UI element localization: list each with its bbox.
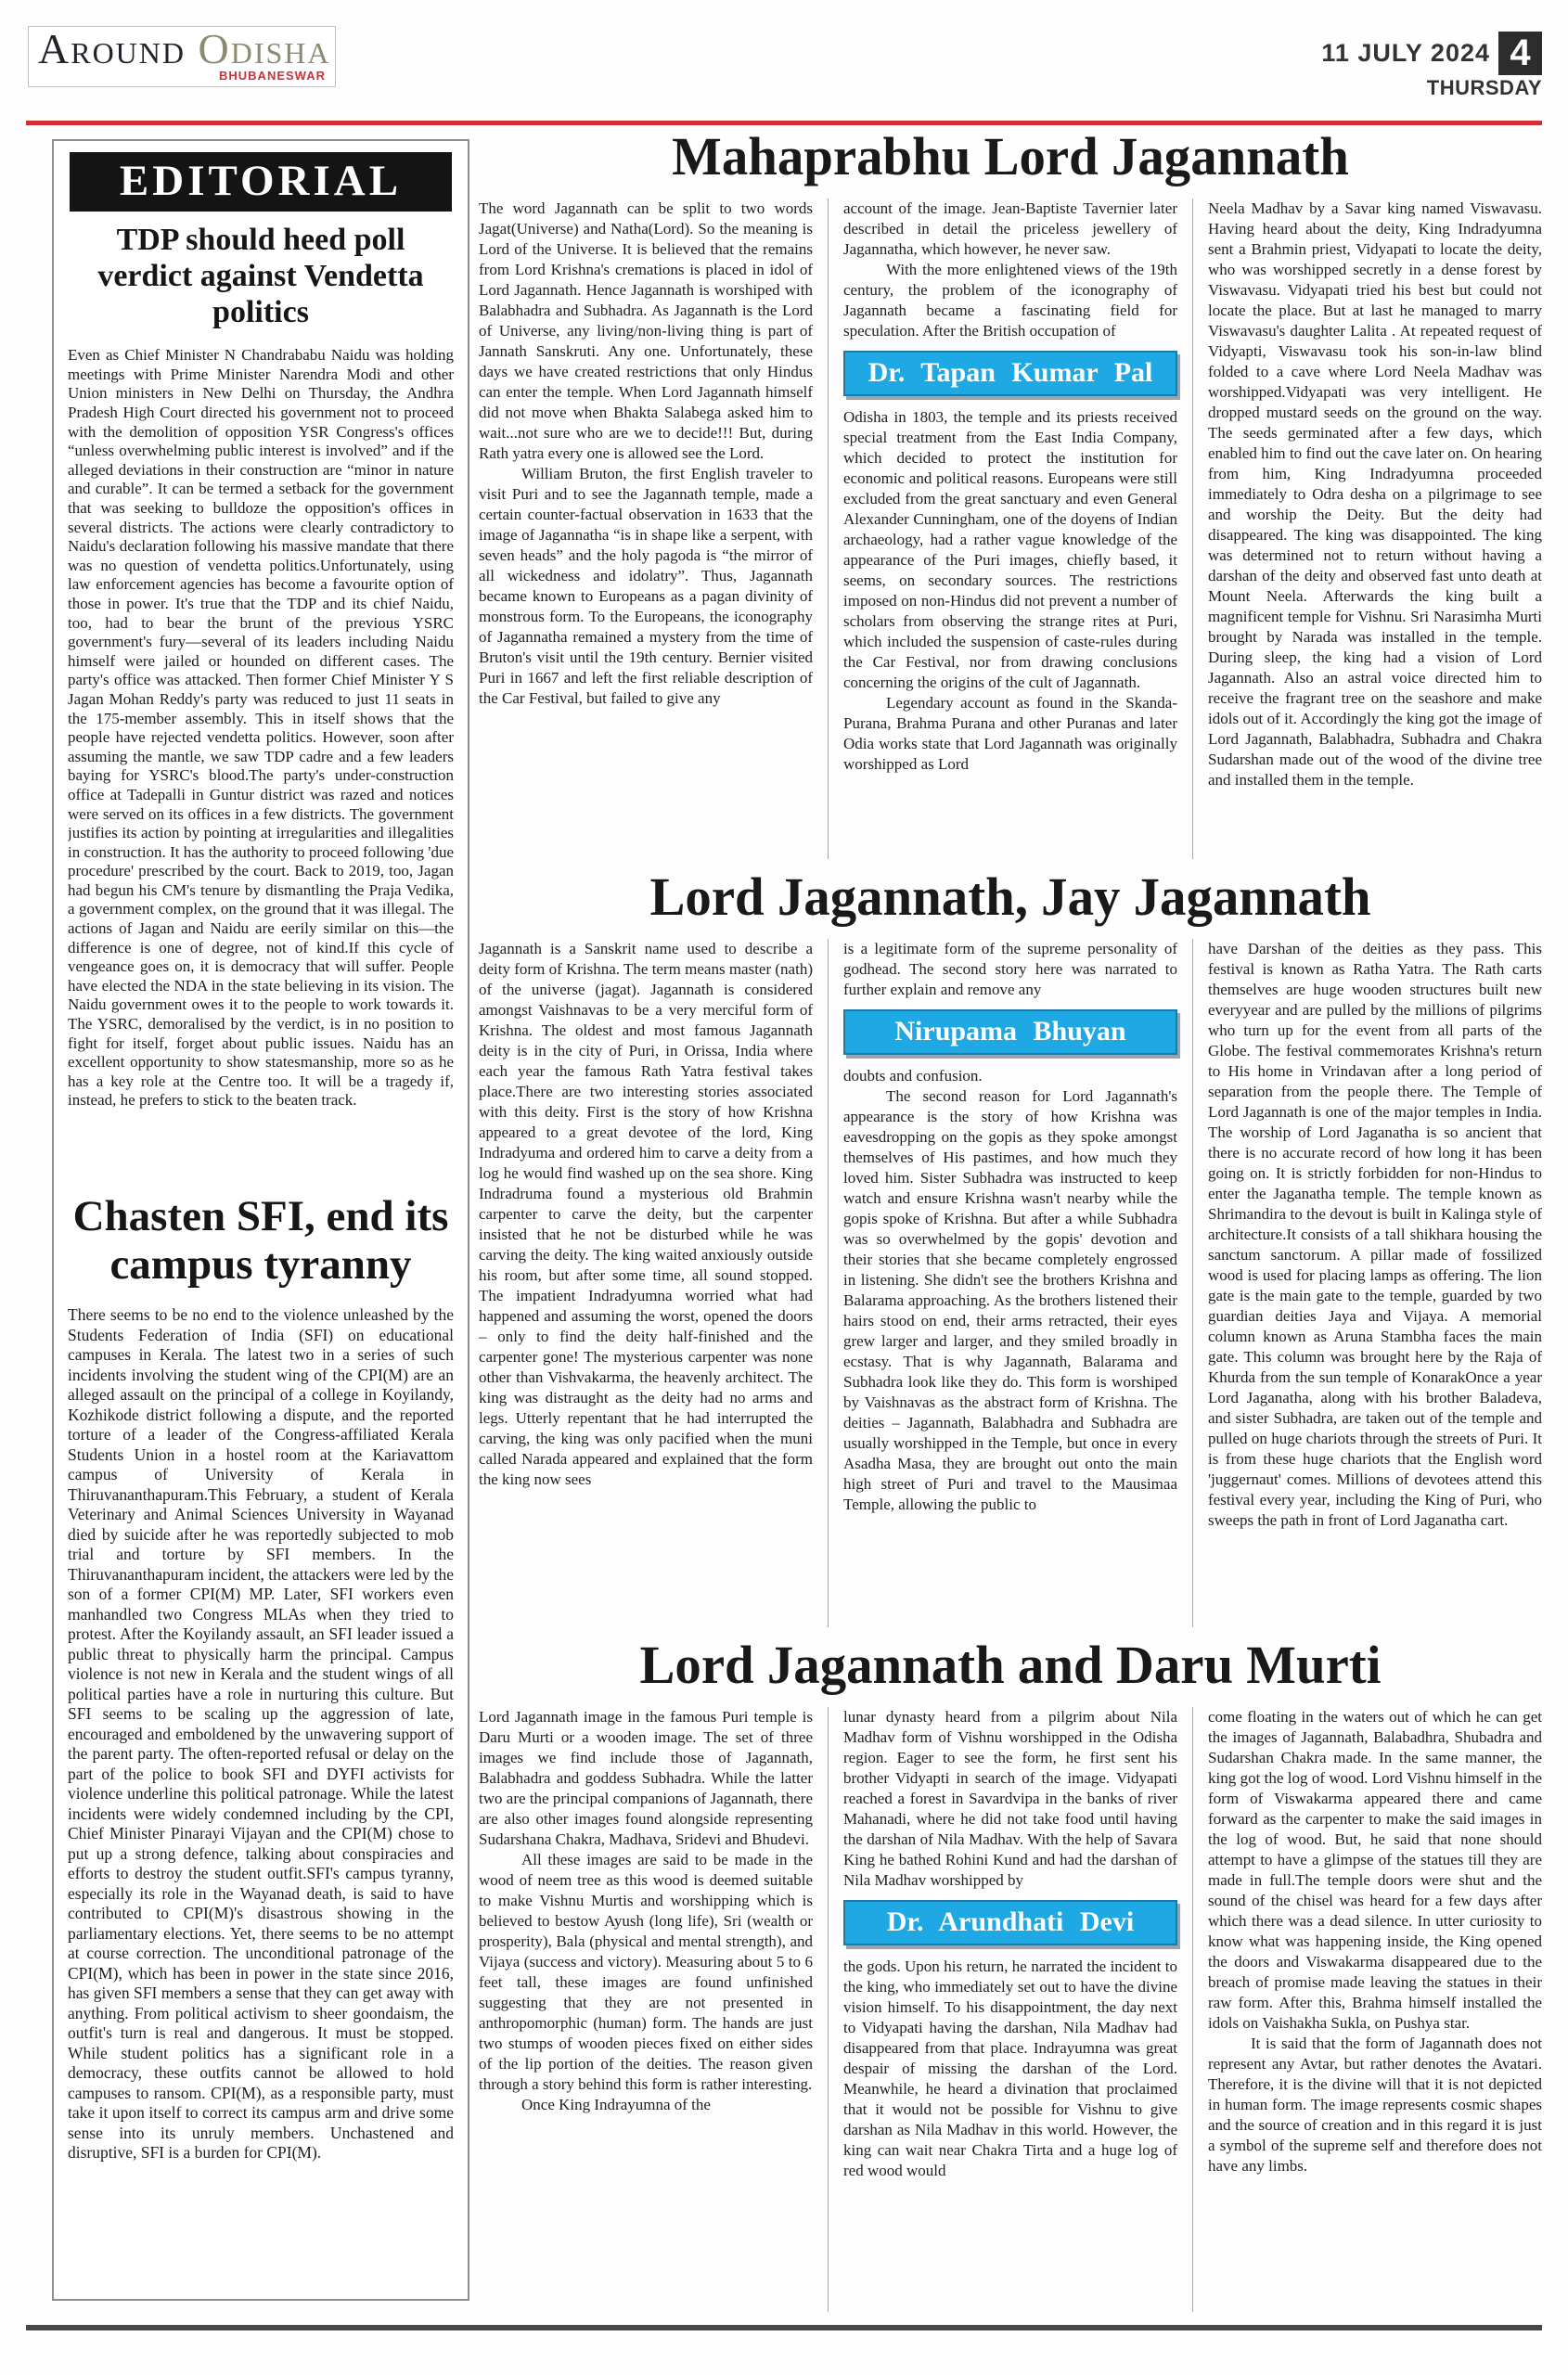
article-column-1 [479, 939, 828, 1627]
article-paragraph: Jagannath is a Sanskrit name used to describe a deity form of Krishna. The term means master (nath) of the universe (jagat). Jagannath is considered amongst Vaishnavas to be a very merciful form of Krishna. The oldest and most famous Jagannath deity is in the city of Puri, in Orissa, India where each year the famous Rath Yatra festival takes place.There are two interesting stories associated with this deity. First is the story of how Krishna appeared to a great devotee of the lord, King Indradyuma and ordered him to carve a deity from a log he would find washed up on the sea shore. King Indradruma found a mysterious old Brahmin carpenter to carve the deity, but the carpenter insisted that he not be disturbed while he was carving the deity. The king waited anxiously outside his room, but after some time, all sound stopped. The impatient Indradyumna worried what had happened and assuming the worst, opened the doors – only to find the deity half-finished and the carpenter gone! The mysterious carpenter was none other than Vishvakarma, the heavenly architect. The king was distraught as the deity had no arms and legs. Utterly repentant that he had interrupted the carving, the king was only pacified when the muni called Narada appeared and explained that the form the king now sees [479, 940, 813, 1488]
masthead-divider-rule [26, 121, 1542, 125]
article-headline: Mahaprabhu Lord Jagannath [672, 126, 1349, 186]
article-column-2 [828, 939, 1192, 1627]
article-paragraph: lunar dynasty heard from a pilgrim about Nila Madhav form of Vishnu worshipped in the Odisha region. Eager to see the form, he first sent his brother Vidyapti in search of the image. Vidyapati reached a forest in Savardvipa in the banks of river Mahanadi, where he did not take food until having the darshan of Nila Madhav. With the help of Savara King he bathed Rohini Kund and had the darshan of Nila Madhav worshipped by [843, 1708, 1177, 1889]
article-column-3 [1192, 199, 1542, 859]
editorial-article-body: There seems to be no end to the violence unleashed by the Students Federation of India (SFI) on educational campuses in Kerala. The latest two in a series of such incidents involving the student wing of the CPI(M) are an alleged assault on the principal of a college in Koyilandy, Kozhikode district following a dispute, and the reported torture of a leader of the Congress-affiliated Kerala Students Union in a hostel room at the Kariavattom campus of University of Kerala in Thiruvananthapuram.This February, a student of Kerala Veterinary and Animal Sciences University in Wayanad died by suicide after he was reportedly subjected to mob trial and torture by SFI members. In the Thiruvananthapuram incident, the attackers were led by the son of a former CPI(M) MP. Later, SFI workers even manhandled two Congress MLAs when they tried to protest. After the Koyilandy assault, an SFI leader issued a public threat to physically harm the principal. Campus violence is not new in Kerala and the student wings of all political parties have a role in nurturing this culture. But SFI seems to be scaling up the aggression of late, encouraged and emboldened by the unwavering support of the parent party. The often-reported refusal or delay on the part of the police to book SFI and DYFI activists for violence underline this political patronage. While the latest incidents were widely condemned including by the CPI, Chief Minister Pinarayi Vijayan and the CPI(M) chose to put up a strong defence, talking about conspiracies and efforts to destroy the student outfit.SFI's campus tyranny, especially its role in the Wayanad death, is said to have contributed to CPI(M)'s disastrous showing in the parliamentary elections. Yet, there seems to be no attempt at course correction. The unconditional patronage of the CPI(M), which has been in power in the state since 2016, has given SFI members a sense that they can get away with anything. From political activism to sheer goondaism, the outfit's turn is real and dangerous. It must be stopped. While student politics has a significant role in a democracy, these outfits cannot be allowed to hold campuses to ransom. CPI(M), as a responsible party, must take it upon itself to correct its campus arm and drive some sense into its unruly members. Unchastened and disruptive, SFI is a burden for CPI(M). [68, 1305, 454, 2163]
article-column-2 [828, 199, 1192, 859]
issue-day: THURSDAY [1426, 76, 1542, 99]
editorial-banner: EDITORIAL [70, 152, 452, 212]
newspaper-city: BHUBANESWAR [219, 69, 326, 83]
page-bottom-rule [26, 2325, 1542, 2330]
article-column-3 [1192, 939, 1542, 1627]
masthead-logo [28, 26, 336, 87]
article-paragraph: Neela Madhav by a Savar king named Viswavasu. Having heard about the deity, King Indradyumna sent a Brahmin priest, Vidyapati to locate the deity, who was worshipped secretly in a dense forest by Viswavasu. Vidyapati tried his best but could not locate the place. But at last he managed to marry Viswavasu's daughter Lalita . At repeated request of Vidyapti, Viswavasu took his son-in-law blind folded to a cave where Lord Neela Madhav was worshipped.Vidyapati was very intelligent. He dropped mustard seeds on the ground on the way. The seeds germinated after a few days, which enabled him to find out the cave later on. On hearing from him, King Indradyumna proceeded immediately to Odra desha on a pilgrimage to see and worship the Deity. But the deity had disappeared. The king was disappointed. The king was determined not to return without having a darshan of the deity and observed fast unto death at Mount Neela. Afterwards the king built a magnificent temple for Vishnu. Sri Narasimha Murti brought by Narada was installed in the temple. During sleep, the king had a vision of Lord Jagannath. Also an astral voice directed him to receive the fragrant tree on the seashore and make idols out of it. Accordingly the king got the image of Lord Jagannath, Balabhadra, Subhadra and Chakra Sudarshan made out of the wood of the divine tree and installed them in the temple. [1208, 199, 1542, 789]
article-paragraph: doubts and confusion. [843, 1067, 983, 1085]
editorial-column [52, 139, 469, 2301]
article-column-1 [479, 1707, 828, 2312]
issue-date: 11 JULY 2024 [1321, 39, 1490, 67]
article-paragraph: Odisha in 1803, the temple and its priests received special treatment from the East India Company, which decided to protect the institution for economic and political reasons. Europeans were still excluded from the great sanctuary and even General Alexander Cunningham, one of the doyens of Indian archaeology, had a rather vague knowledge of the appearance of the Puri images, chiefly based, it seems, on secondary sources. The restrictions imposed on non-Hindus did not prevent a number of scholars from observing the strange rites at Puri, which included the suspension of caste-rules during the Car Festival, nor from drawing conclusions concerning the origins of the cult of Jagannath. [843, 408, 1177, 691]
article-column-2 [828, 1707, 1192, 2312]
article-paragraph: The word Jagannath can be split to two words Jagat(Universe) and Natha(Lord). So the meaning is Lord of the Universe. It is believed that the remains from Lord Krishna's cremations is placed in idol of Lord Jagannath. Hence Jagannath is worshiped with Balabhadra and Subhadra. As Jagannath is the Lord of Universe, any living/non-living thing is part of Jannath Sanskruti. Any one. Unfortunately, these days we have created restrictions that only Hindus can enter the temple. When Lord Jagannath himself did not move when Bhakta Salabega asked him to wait...not sure who are we to decide!!! But, during Rath yatra every one is allowed see the Lord. [479, 199, 813, 462]
article-columns [479, 939, 1542, 1627]
article-headline: Lord Jagannath, Jay Jagannath [649, 867, 1371, 927]
author-byline-badge: Dr. Arundhati Devi [843, 1900, 1177, 1945]
feature-articles-section [479, 128, 1542, 2312]
article-mahaprabhu-lord-jagannath [479, 128, 1542, 859]
masthead-dateline [1321, 32, 1542, 100]
article-paragraph: account of the image. Jean-Baptiste Tavernier later described in detail the priceless jewellery of Jagannatha, which however, he never saw. [843, 199, 1177, 258]
author-byline-badge: Nirupama Bhuyan [843, 1009, 1177, 1055]
article-paragraph: come floating in the waters out of which he can get the images of Jagannath, Balabadhra, Shubadra and Sudarshan Chakra made. In the same manner, the king got the log of wood. Lord Vishnu himself in the form of Viswakarma appeared there and came forward as the carpenter to make the said images in the log of wood. But, he said that none should attempt to have a glimpse of the statues till they are made in full.The temple doors were shut and the sound of the chisel was heard for a few days after which there was a dead silence. In utter curiosity to know what was happening inside, the King opened the doors and Viswakarma disappeared due to the breach of promise made leaving the statues in their raw form. After this, Brahma himself installed the idols on Vaishakha Sukla, on Pushya star. [1208, 1708, 1542, 2032]
article-paragraph: have Darshan of the deities as they pass. This festival is known as Ratha Yatra. The Rath carts themselves are huge wooden structures built new everyyear and are pulled by the millions of pilgrims who turn up for the event from all parts of the Globe. The festival commemorates Krishna's return to His home in Vrindavan after a long period of separation from the people there. The Temple of Lord Jagannath is one of the major temples in India. The worship of Lord Jaganatha is so ancient that there is no accurate record of how long it has been going on. It is strictly forbidden for non-Hindus to enter the Jaganatha temple. The temple known as Shrimandira to the devout is built in Kalinga style of architecture.It consists of a tall shikhara housing the sanctum sanctorum. A pillar made of fossilized wood is used for placing lamps as offering. The lion gate is the main gate to the temple, guarded by two guardian deities Jaya and Vijaya. A memorial column known as Aruna Stambha faces the main gate. This column was brought here by the Raja of Khurda from the sun temple of KonarakOnce a year Lord Jaganatha, along with his brother Baladeva, and sister Subhadra, are taken out of the temple and pulled on huge chariots through the streets of Puri. It is from these huge chariots that the English word 'juggernaut' comes. Millions of devotees attend this festival every year, including the King of Puri, who sweeps the path in front of Lord Jaganatha cart. [1208, 940, 1542, 1529]
article-column-3 [1192, 1707, 1542, 2312]
article-paragraph: Legendary account as found in the Skanda-Purana, Brahma Purana and other Puranas and later Odia works state that Lord Jagannath was originally worshipped as Lord [843, 694, 1177, 773]
article-paragraph: With the more enlightened views of the 19th century, the problem of the iconography of Jagannath became a fascinating field for speculation. After the British occupation of [843, 261, 1177, 340]
article-headline: Lord Jagannath and Daru Murti [639, 1635, 1382, 1695]
article-columns [479, 199, 1542, 859]
article-lord-jagannath-jay-jagannath [479, 868, 1542, 1627]
article-paragraph: Once King Indrayumna of the [521, 2096, 711, 2113]
newspaper-title-word2: Odisha [198, 25, 331, 72]
article-column-1 [479, 199, 828, 859]
editorial-article-body: Even as Chief Minister N Chandrababu Naidu was holding meetings with Prime Minister Narendra Modi and other Union ministers in New Delhi on Thursday, the Andhra Pradesh High Court directed his government not to proceed with the demolition of opposition YSR Congress's offices “unless overwhelming public interest is involved” and if the alleged deviations in their construction are “minor in nature and curable”. It can be termed a setback for the government that was seeking to bulldoze the opposition's offices in several districts. The actions were clearly contradictory to Naidu's declaration following his massive mandate that there was no question of vendetta politics.Unfortunately, using law enforcement agencies has become a favourite option of those in power. It's true that the TDP and its chief Naidu, too, had to bear the brunt of the previous YSRC government's fury—several of its leaders including Naidu himself were jailed or hounded on different cases. The party's office was attacked. Then former Chief Minister Y S Jagan Mohan Reddy's party was reduced to just 11 seats in the 175-member assembly. This in itself shows that the people have rejected vendetta politics. However, soon after assuming the mantle, we saw TDP cadre and a few leaders baying for YSRC's blood.The party's under-construction office at Tadepalli in Guntur district was razed and notices were served on its offices in a few districts. The government justifies its action by pointing at irregularities and illegalities in construction. It has the authority to proceed following 'due procedure' prescribed by the court. Back to 2019, too, Jagan had begun his CM's tenure by dismantling the Praja Vedika, a government complex, on the ground that it was illegal. The actions of Jagan and Naidu are eerily similar on this—the difference is one of degree, not of kind.If this cycle of vengeance goes on, it is democracy that will suffer. People have elected the NDA in the state believing in its vision. The Naidu government owes it to the people to work towards it. The YSRC, demoralised by the verdict, is in no position to fight for itself, forget about public issues. Naidu has an excellent opportunity to show statesmanship, more so as he has a key role at the Centre too. It will be a tragedy if, instead, he prefers to stick to the beaten track. [68, 346, 454, 1110]
article-paragraph: the gods. Upon his return, he narrated the incident to the king, who immediately set out to have the divine vision himself. To his disappointment, the day next to Vidyapati having the darshan, Nila Madhav had disappeared from that place. Indrayumna was great despair of missing the darshan of the Lord. Meanwhile, he heard a divination that proclaimed that it would not be possible for Vishnu to give darshan as Nila Madhav in this world. However, the king can wait near Chakra Tirta and a huge log of red wood would [843, 1958, 1177, 2179]
newspaper-title [38, 25, 331, 72]
article-columns [479, 1707, 1542, 2312]
author-byline-badge: Dr. Tapan Kumar Pal [843, 351, 1177, 396]
editorial-article-title: Chasten SFI, end its campus tyranny [72, 1192, 449, 1289]
article-paragraph: All these images are said to be made in the wood of neem tree as this wood is deemed suitable to make Vishnu Murtis and worshipping which is believed to bestow Ayush (long life), Sri (wealth or prosperity), Bala (physical and mental strength), and Vijaya (success and victory). Measuring about 5 to 6 feet tall, these images are found unfinished suggesting that they are not presented in anthropomorphic (human) form. The hands are just two stumps of wooden pieces fixed on either sides of the lip portion of the deities. The reason given through a story behind this form is rather interesting. [479, 1851, 813, 2093]
article-lord-jagannath-and-daru-murti [479, 1637, 1542, 2312]
article-paragraph: William Bruton, the first English traveler to visit Puri and to see the Jagannath temple, made a certain counter-factual observation in 1633 that the image of Jagannatha “is in shape like a serpent, with seven heads” and the holy pagoda is “the mirror of all wickedness and idolatry”. Thus, Jagannath became known to Europeans as a pagan divinity of monstrous form. To the Europeans, the iconography of Jagannatha remained a mystery from the time of Bruton's visit until the 19th century. Bernier visited Puri in 1667 and left the first reliable description of the Car Festival, but failed to give any [479, 465, 813, 707]
article-paragraph: is a legitimate form of the supreme personality of godhead. The second story here was narrated to further explain and remove any [843, 940, 1177, 998]
article-paragraph: Lord Jagannath image in the famous Puri temple is Daru Murti or a wooden image. The set of three images we find include those of Jagannath, Balabhadra and goddess Subhadra. While the latter two are the principal companions of Jagannath, there are also other images found alongside representing Sudarshana Chakra, Madhava, Sridevi and Bhudevi. [479, 1708, 813, 1848]
page-number: 4 [1498, 32, 1542, 75]
article-paragraph: It is said that the form of Jagannath does not represent any Avtar, but rather denotes the Avatari. Therefore, it is the divine will that it is not depicted in human form. The image represents cosmic shapes and the source of creation and in this regard it is just a symbol of the supreme self and therefore does not have any limbs. [1208, 2035, 1542, 2175]
newspaper-title-word1: Around [38, 25, 199, 72]
article-paragraph: The second reason for Lord Jagannath's appearance is the story of how Krishna was eavesdropping on the gopis as they spoke amongst themselves of His pastimes, and how much they loved him. Sister Subhadra was instructed to keep watch and ensure Krishna wasn't nearby while the gopis spoke of Krishna. But after a while Subhadra was so overwhelmed by the gopis' devotion and their stories that she became completely engrossed in listening. She didn't see the brothers Krishna and Balarama approaching. As the brothers listened their hairs stood on end, their arms retracted, their eyes grew larger and larger, and they smiled broadly in ecstasy. That is why Jagannath, Balarama and Subhadra look like they do. This form is worshiped by Vaishnavas as the abstract form of Krishna. The deities – Jagannath, Balabhadra and Subhadra are usually worshipped in the Temple, but once in every Asadha Masa, they are brought out onto the main high street of Puri and travel to the Mausimaa Temple, allowing the public to [843, 1087, 1177, 1513]
editorial-article-title: TDP should heed poll verdict against Vendetta politics [97, 223, 424, 329]
